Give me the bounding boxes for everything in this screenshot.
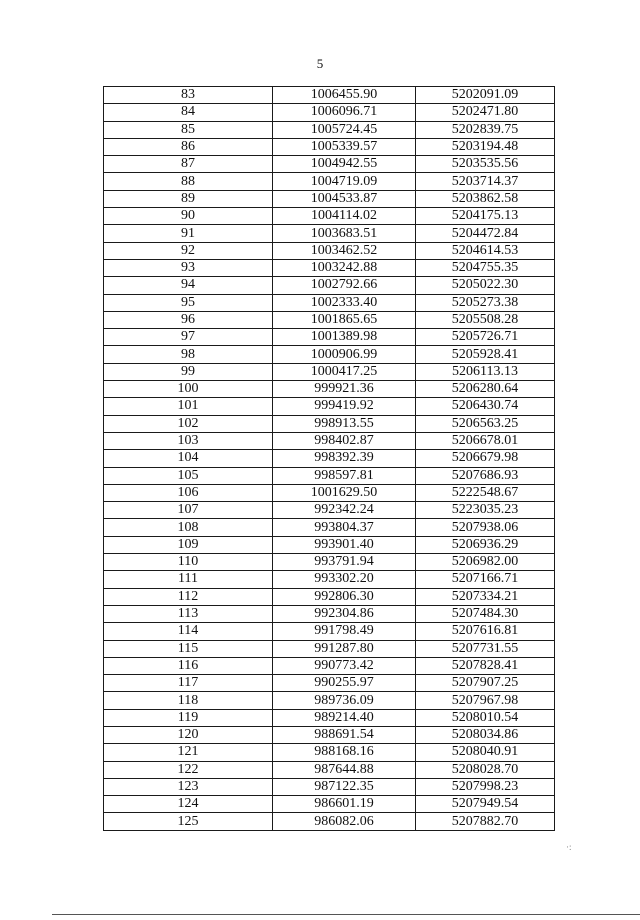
- table-row: [104, 536, 555, 553]
- point-number-cell: 109: [104, 536, 273, 553]
- point-number-cell: 86: [104, 138, 273, 155]
- table-row: [104, 432, 555, 449]
- point-number-cell: 84: [104, 104, 273, 121]
- y-coordinate-cell: 5206679.98: [416, 450, 555, 467]
- y-coordinate-cell: 5207484.30: [416, 605, 555, 622]
- table-row: [104, 225, 555, 242]
- x-coordinate-cell: 998402.87: [273, 432, 416, 449]
- point-number-cell: 121: [104, 744, 273, 761]
- x-coordinate-cell: 990773.42: [273, 657, 416, 674]
- y-coordinate-cell: 5207686.93: [416, 467, 555, 484]
- point-number-cell: 113: [104, 605, 273, 622]
- point-number-cell: 115: [104, 640, 273, 657]
- point-number-cell: 83: [104, 87, 273, 104]
- x-coordinate-cell: 993791.94: [273, 554, 416, 571]
- table-row: [104, 640, 555, 657]
- table-row: [104, 277, 555, 294]
- y-coordinate-cell: 5204175.13: [416, 208, 555, 225]
- table-row: [104, 709, 555, 726]
- y-coordinate-cell: 5203714.37: [416, 173, 555, 190]
- point-number-cell: 88: [104, 173, 273, 190]
- y-coordinate-cell: 5206936.29: [416, 536, 555, 553]
- y-coordinate-cell: 5208028.70: [416, 761, 555, 778]
- table-row: [104, 173, 555, 190]
- y-coordinate-cell: 5205508.28: [416, 311, 555, 328]
- table-row: [104, 502, 555, 519]
- point-number-cell: 103: [104, 432, 273, 449]
- y-coordinate-cell: 5207949.54: [416, 796, 555, 813]
- x-coordinate-cell: 989736.09: [273, 692, 416, 709]
- y-coordinate-cell: 5205726.71: [416, 329, 555, 346]
- x-coordinate-cell: 1005339.57: [273, 138, 416, 155]
- table-row: [104, 588, 555, 605]
- point-number-cell: 108: [104, 519, 273, 536]
- point-number-cell: 100: [104, 381, 273, 398]
- y-coordinate-cell: 5207828.41: [416, 657, 555, 674]
- y-coordinate-cell: 5204472.84: [416, 225, 555, 242]
- x-coordinate-cell: 1006096.71: [273, 104, 416, 121]
- x-coordinate-cell: 1001629.50: [273, 484, 416, 501]
- y-coordinate-cell: 5208010.54: [416, 709, 555, 726]
- x-coordinate-cell: 1003242.88: [273, 259, 416, 276]
- table-row: [104, 554, 555, 571]
- y-coordinate-cell: 5207334.21: [416, 588, 555, 605]
- y-coordinate-cell: 5202839.75: [416, 121, 555, 138]
- y-coordinate-cell: 5206280.64: [416, 381, 555, 398]
- table-row: [104, 778, 555, 795]
- x-coordinate-cell: 1003683.51: [273, 225, 416, 242]
- y-coordinate-cell: 5203862.58: [416, 190, 555, 207]
- table-row: [104, 398, 555, 415]
- y-coordinate-cell: 5222548.67: [416, 484, 555, 501]
- table-row: [104, 138, 555, 155]
- point-number-cell: 123: [104, 778, 273, 795]
- x-coordinate-cell: 1002333.40: [273, 294, 416, 311]
- x-coordinate-cell: 991287.80: [273, 640, 416, 657]
- table-row: [104, 675, 555, 692]
- point-number-cell: 94: [104, 277, 273, 294]
- y-coordinate-cell: 5204614.53: [416, 242, 555, 259]
- x-coordinate-cell: 987644.88: [273, 761, 416, 778]
- table-row: [104, 571, 555, 588]
- y-coordinate-cell: 5205928.41: [416, 346, 555, 363]
- x-coordinate-cell: 1004942.55: [273, 156, 416, 173]
- point-number-cell: 98: [104, 346, 273, 363]
- y-coordinate-cell: 5202471.80: [416, 104, 555, 121]
- point-number-cell: 90: [104, 208, 273, 225]
- x-coordinate-cell: 1004114.02: [273, 208, 416, 225]
- point-number-cell: 117: [104, 675, 273, 692]
- table-row: [104, 467, 555, 484]
- y-coordinate-cell: 5207882.70: [416, 813, 555, 830]
- y-coordinate-cell: 5207731.55: [416, 640, 555, 657]
- table-row: [104, 381, 555, 398]
- y-coordinate-cell: 5206563.25: [416, 415, 555, 432]
- x-coordinate-cell: 998913.55: [273, 415, 416, 432]
- x-coordinate-cell: 1000417.25: [273, 363, 416, 380]
- point-number-cell: 99: [104, 363, 273, 380]
- point-number-cell: 87: [104, 156, 273, 173]
- point-number-cell: 85: [104, 121, 273, 138]
- y-coordinate-cell: 5205273.38: [416, 294, 555, 311]
- page-number: 5: [316, 56, 324, 71]
- table-row: [104, 692, 555, 709]
- y-coordinate-cell: 5205022.30: [416, 277, 555, 294]
- x-coordinate-cell: 991798.49: [273, 623, 416, 640]
- y-coordinate-cell: 5206113.13: [416, 363, 555, 380]
- x-coordinate-cell: 993804.37: [273, 519, 416, 536]
- table-row: [104, 259, 555, 276]
- table-row: [104, 726, 555, 743]
- x-coordinate-cell: 993901.40: [273, 536, 416, 553]
- y-coordinate-cell: 5207616.81: [416, 623, 555, 640]
- table-row: [104, 796, 555, 813]
- table-row: [104, 87, 555, 104]
- y-coordinate-cell: 5207166.71: [416, 571, 555, 588]
- table-row: [104, 450, 555, 467]
- y-coordinate-cell: 5203535.56: [416, 156, 555, 173]
- table-row: [104, 363, 555, 380]
- point-number-cell: 124: [104, 796, 273, 813]
- table-row: [104, 605, 555, 622]
- point-number-cell: 93: [104, 259, 273, 276]
- y-coordinate-cell: 5203194.48: [416, 138, 555, 155]
- y-coordinate-cell: 5208040.91: [416, 744, 555, 761]
- point-number-cell: 116: [104, 657, 273, 674]
- page-bottom-line: [52, 914, 640, 915]
- point-number-cell: 107: [104, 502, 273, 519]
- point-number-cell: 104: [104, 450, 273, 467]
- x-coordinate-cell: 1000906.99: [273, 346, 416, 363]
- x-coordinate-cell: 1001389.98: [273, 329, 416, 346]
- table-row: [104, 104, 555, 121]
- point-number-cell: 105: [104, 467, 273, 484]
- scan-corner-mark: ·:: [566, 842, 572, 852]
- y-coordinate-cell: 5207938.06: [416, 519, 555, 536]
- x-coordinate-cell: 988168.16: [273, 744, 416, 761]
- x-coordinate-cell: 999921.36: [273, 381, 416, 398]
- x-coordinate-cell: 1005724.45: [273, 121, 416, 138]
- x-coordinate-cell: 988691.54: [273, 726, 416, 743]
- table-row: [104, 519, 555, 536]
- table-row: [104, 190, 555, 207]
- table-row: [104, 329, 555, 346]
- y-coordinate-cell: 5207998.23: [416, 778, 555, 795]
- table-row: [104, 311, 555, 328]
- table-row: [104, 657, 555, 674]
- y-coordinate-cell: 5204755.35: [416, 259, 555, 276]
- x-coordinate-cell: 999419.92: [273, 398, 416, 415]
- table-row: [104, 121, 555, 138]
- table-row: [104, 484, 555, 501]
- x-coordinate-cell: 992342.24: [273, 502, 416, 519]
- table-row: [104, 744, 555, 761]
- x-coordinate-cell: 987122.35: [273, 778, 416, 795]
- table-row: [104, 415, 555, 432]
- point-number-cell: 112: [104, 588, 273, 605]
- table-row: [104, 156, 555, 173]
- point-number-cell: 110: [104, 554, 273, 571]
- point-number-cell: 119: [104, 709, 273, 726]
- point-number-cell: 92: [104, 242, 273, 259]
- x-coordinate-cell: 992806.30: [273, 588, 416, 605]
- y-coordinate-cell: 5207967.98: [416, 692, 555, 709]
- x-coordinate-cell: 1004719.09: [273, 173, 416, 190]
- table-row: [104, 346, 555, 363]
- point-number-cell: 114: [104, 623, 273, 640]
- x-coordinate-cell: 1006455.90: [273, 87, 416, 104]
- x-coordinate-cell: 998597.81: [273, 467, 416, 484]
- x-coordinate-cell: 986601.19: [273, 796, 416, 813]
- table-row: [104, 294, 555, 311]
- point-number-cell: 111: [104, 571, 273, 588]
- table-row: [104, 813, 555, 830]
- x-coordinate-cell: 1003462.52: [273, 242, 416, 259]
- x-coordinate-cell: 989214.40: [273, 709, 416, 726]
- y-coordinate-cell: 5206678.01: [416, 432, 555, 449]
- y-coordinate-cell: 5223035.23: [416, 502, 555, 519]
- y-coordinate-cell: 5206430.74: [416, 398, 555, 415]
- point-number-cell: 97: [104, 329, 273, 346]
- table-row: [104, 623, 555, 640]
- x-coordinate-cell: 1004533.87: [273, 190, 416, 207]
- point-number-cell: 89: [104, 190, 273, 207]
- point-number-cell: 101: [104, 398, 273, 415]
- x-coordinate-cell: 1001865.65: [273, 311, 416, 328]
- point-number-cell: 122: [104, 761, 273, 778]
- x-coordinate-cell: 986082.06: [273, 813, 416, 830]
- x-coordinate-cell: 993302.20: [273, 571, 416, 588]
- x-coordinate-cell: 992304.86: [273, 605, 416, 622]
- point-number-cell: 125: [104, 813, 273, 830]
- x-coordinate-cell: 998392.39: [273, 450, 416, 467]
- point-number-cell: 118: [104, 692, 273, 709]
- x-coordinate-cell: 990255.97: [273, 675, 416, 692]
- y-coordinate-cell: 5202091.09: [416, 87, 555, 104]
- point-number-cell: 120: [104, 726, 273, 743]
- y-coordinate-cell: 5207907.25: [416, 675, 555, 692]
- point-number-cell: 91: [104, 225, 273, 242]
- point-number-cell: 95: [104, 294, 273, 311]
- coordinates-table-body: [104, 87, 555, 831]
- point-number-cell: 106: [104, 484, 273, 501]
- y-coordinate-cell: 5208034.86: [416, 726, 555, 743]
- coordinates-table: [103, 86, 555, 831]
- table-row: [104, 761, 555, 778]
- y-coordinate-cell: 5206982.00: [416, 554, 555, 571]
- table-row: [104, 208, 555, 225]
- point-number-cell: 102: [104, 415, 273, 432]
- point-number-cell: 96: [104, 311, 273, 328]
- table-row: [104, 242, 555, 259]
- x-coordinate-cell: 1002792.66: [273, 277, 416, 294]
